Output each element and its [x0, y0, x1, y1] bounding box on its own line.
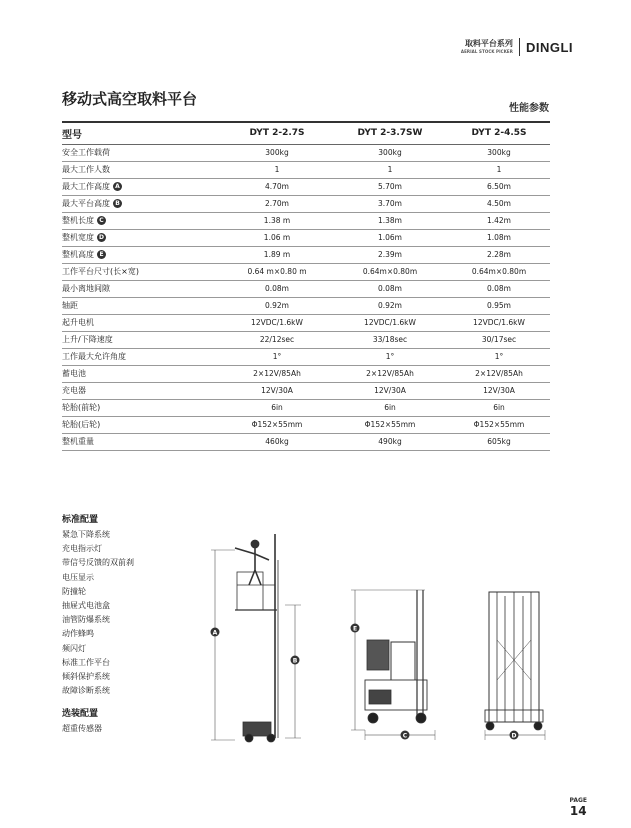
header-dyt-2-2-7s: DYT 2-2.7S — [249, 128, 305, 139]
table-row — [62, 331, 550, 348]
row-label: 整机长度 — [62, 216, 94, 225]
mark-a: A — [212, 629, 218, 637]
list-item: 倾斜保护系统 — [62, 672, 110, 682]
row-label: 整机重量 — [62, 437, 94, 446]
table-row — [62, 178, 550, 195]
standard-config-title: 标准配置 — [62, 515, 99, 525]
row-label: 最大工作人数 — [62, 165, 110, 174]
list-item: 故障诊断系统 — [62, 686, 110, 696]
value-cell: 1.38 m — [263, 216, 291, 225]
value-cell: 2.70m — [264, 199, 289, 208]
table-row — [62, 399, 550, 416]
optional-config-title: 选装配置 — [62, 709, 99, 719]
dimension-drawings — [205, 530, 565, 755]
standard-config — [62, 512, 134, 698]
row-label: 蓄电池 — [62, 369, 86, 378]
row-label: 安全工作载荷 — [62, 148, 110, 157]
table-row — [62, 212, 550, 229]
mark-d: D — [511, 732, 517, 740]
mark-e: E — [352, 625, 358, 633]
value-cell: 0.08m — [377, 284, 402, 293]
row-label: 工作最大允许角度 — [62, 352, 126, 361]
value-cell: 1 — [274, 165, 280, 174]
value-cell: 6.50m — [486, 182, 511, 191]
list-item: 频闪灯 — [62, 643, 86, 653]
value-cell: 490kg — [378, 437, 402, 446]
value-cell: 1.06m — [377, 233, 402, 242]
series-cn: 取料平台系列 — [464, 39, 513, 48]
row-label-cell — [62, 331, 222, 348]
value-cell: 0.64 m×0.80 m — [247, 267, 307, 276]
dimension-mark-icon: D — [97, 233, 106, 242]
row-label-cell — [62, 263, 222, 280]
value-cell: 6in — [271, 403, 283, 412]
row-label-cell — [62, 280, 222, 297]
dimension-mark-icon: E — [97, 250, 106, 259]
value-cell: 3.70m — [377, 199, 402, 208]
table-row — [62, 348, 550, 365]
value-cell: 1.42m — [486, 216, 511, 225]
value-cell: 2.28m — [486, 250, 511, 259]
row-label-cell — [62, 195, 222, 212]
list-item: 标准工作平台 — [62, 657, 110, 667]
row-label: 整机宽度 — [62, 233, 94, 242]
mark-b: B — [292, 657, 298, 665]
list-item: 充电指示灯 — [62, 544, 102, 554]
value-cell: 0.92m — [377, 301, 402, 310]
table-row — [62, 382, 550, 399]
table-row — [62, 280, 550, 297]
value-cell: 1° — [272, 352, 282, 361]
series-en: AERIAL STOCK PICKER — [460, 49, 513, 54]
value-cell: 12VDC/1.6kW — [364, 318, 416, 327]
value-cell: 1.08m — [486, 233, 511, 242]
table-row — [62, 365, 550, 382]
table-row — [62, 246, 550, 263]
mark-c: C — [402, 732, 408, 740]
spec-table-body — [62, 144, 550, 450]
table-row — [62, 297, 550, 314]
header-dyt-2-4-5s: DYT 2-4.5S — [471, 128, 527, 139]
list-item: 抽屉式电池盒 — [62, 601, 110, 611]
table-row — [62, 144, 550, 161]
value-cell: 12VDC/1.6kW — [251, 318, 303, 327]
value-cell: 22/12sec — [259, 335, 295, 344]
optional-config-list — [62, 722, 102, 736]
standard-config-list — [62, 528, 134, 698]
value-cell: 2×12V/85Ah — [366, 369, 414, 378]
page-number — [569, 798, 587, 817]
value-cell: 0.08m — [264, 284, 289, 293]
row-label: 轮胎(前轮) — [62, 403, 101, 412]
page-number-value: 14 — [569, 804, 587, 818]
row-label: 最大工作高度 — [62, 182, 110, 191]
value-cell: 300kg — [265, 148, 289, 157]
row-label-cell — [62, 212, 222, 229]
value-cell: Φ152×55mm — [364, 420, 416, 429]
brand-divider — [519, 38, 520, 56]
value-cell: 12V/30A — [261, 386, 293, 395]
value-cell: 1.06 m — [263, 233, 291, 242]
value-cell: 6in — [384, 403, 396, 412]
table-row — [62, 161, 550, 178]
row-label: 整机高度 — [62, 250, 94, 259]
page-title: 移动式高空取料平台 — [62, 90, 198, 108]
list-item: 紧急下降系统 — [62, 530, 110, 539]
value-cell: 1° — [494, 352, 504, 361]
value-cell: 1 — [496, 165, 502, 174]
table-header-row — [62, 122, 550, 144]
row-label-cell — [62, 399, 222, 416]
row-label-cell — [62, 365, 222, 382]
list-item: 带信号反馈的双前刹 — [62, 558, 134, 568]
list-item: 动作蜂鸣 — [62, 629, 94, 639]
side-view-drawing — [211, 534, 301, 742]
row-label-cell — [62, 433, 222, 450]
row-label: 最大平台高度 — [62, 199, 110, 208]
value-cell: 605kg — [487, 437, 511, 446]
rear-view-drawing — [485, 592, 545, 740]
value-cell: 30/17sec — [481, 335, 517, 344]
optional-config — [62, 706, 102, 736]
row-label: 充电器 — [62, 386, 86, 395]
value-cell: 460kg — [265, 437, 289, 446]
value-cell: 12VDC/1.6kW — [473, 318, 525, 327]
value-cell: 1° — [385, 352, 395, 361]
value-cell: 300kg — [378, 148, 402, 157]
table-row — [62, 195, 550, 212]
value-cell: 1.38m — [377, 216, 402, 225]
row-label-cell — [62, 161, 222, 178]
value-cell: 6in — [493, 403, 505, 412]
table-row — [62, 314, 550, 331]
spec-table — [62, 121, 550, 451]
value-cell: 1.89 m — [263, 250, 291, 259]
value-cell: 12V/30A — [483, 386, 515, 395]
row-label: 最小离地间隙 — [62, 284, 110, 293]
value-cell: 33/18sec — [372, 335, 408, 344]
value-cell: 2×12V/85Ah — [253, 369, 301, 378]
brand-header — [461, 38, 573, 56]
value-cell: 5.70m — [377, 182, 402, 191]
row-label: 工作平台尺寸(长×宽) — [62, 267, 139, 276]
row-label-cell — [62, 144, 222, 161]
list-item: 电压显示 — [62, 572, 94, 582]
list-item: 油管防爆系统 — [62, 615, 110, 625]
row-label: 起升电机 — [62, 318, 94, 327]
value-cell: 0.64m×0.80m — [471, 267, 527, 276]
value-cell: 1 — [387, 165, 393, 174]
value-cell: 2.39m — [377, 250, 402, 259]
row-label-cell — [62, 314, 222, 331]
value-cell: 4.50m — [486, 199, 511, 208]
dimension-mark-icon: B — [113, 199, 122, 208]
row-label: 轴距 — [62, 301, 78, 310]
list-item: 防撞轮 — [62, 586, 86, 596]
table-row — [62, 229, 550, 246]
table-row — [62, 433, 550, 450]
row-label-cell — [62, 246, 222, 263]
row-label-cell — [62, 229, 222, 246]
row-label: 轮胎(后轮) — [62, 420, 101, 429]
page-label: PAGE — [569, 797, 587, 804]
row-label-cell — [62, 178, 222, 195]
row-label-cell — [62, 382, 222, 399]
dingli-logo: DINGLI — [525, 39, 573, 55]
front-view-drawing — [351, 590, 435, 740]
table-row — [62, 416, 550, 433]
value-cell: 4.70m — [264, 182, 289, 191]
value-cell: 12V/30A — [374, 386, 406, 395]
value-cell: Φ152×55mm — [473, 420, 525, 429]
value-cell: 0.08m — [486, 284, 511, 293]
value-cell: Φ152×55mm — [251, 420, 303, 429]
series-label — [461, 40, 513, 54]
row-label: 上升/下降速度 — [62, 335, 113, 344]
value-cell: 0.64m×0.80m — [362, 267, 418, 276]
list-item: 超重传感器 — [62, 724, 102, 733]
header-dyt-2-3-7sw: DYT 2-3.7SW — [357, 128, 423, 139]
row-label-cell — [62, 297, 222, 314]
dimension-mark-icon: A — [113, 182, 122, 191]
value-cell: 300kg — [487, 148, 511, 157]
dimension-mark-icon: C — [97, 216, 106, 225]
value-cell: 0.92m — [264, 301, 289, 310]
row-label-cell — [62, 416, 222, 433]
section-label: 性能参数 — [509, 103, 549, 114]
row-label-cell — [62, 348, 222, 365]
table-row — [62, 263, 550, 280]
value-cell: 2×12V/85Ah — [475, 369, 523, 378]
header-model: 型号 — [62, 129, 82, 141]
value-cell: 0.95m — [486, 301, 511, 310]
